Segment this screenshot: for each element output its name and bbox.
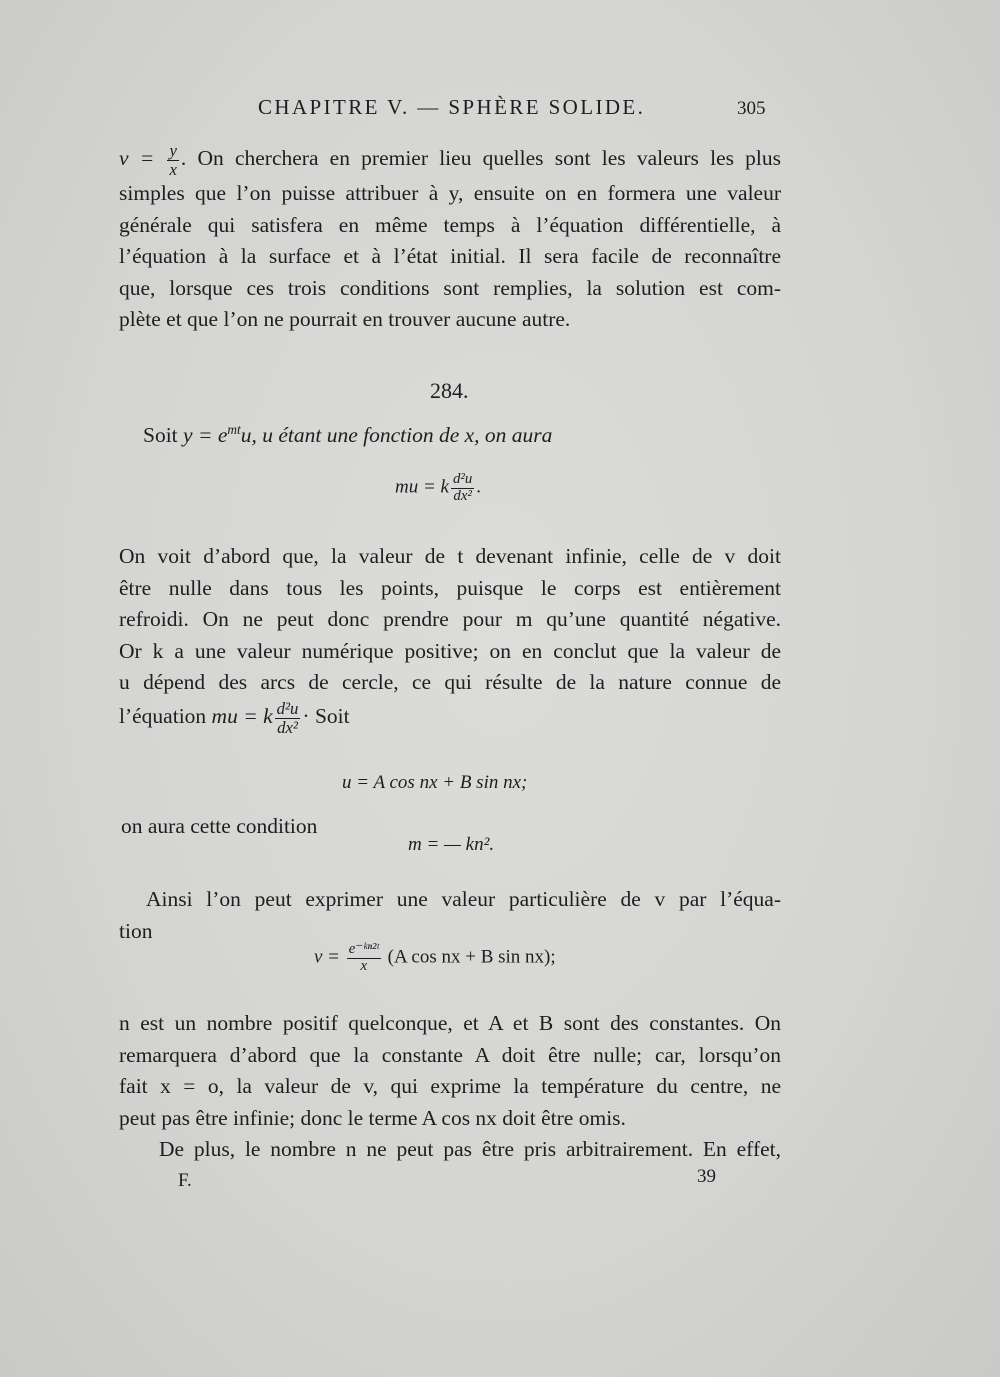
paragraph-particular — [119, 884, 781, 947]
paragraph-line: Ainsi l’on peut exprimer une valeur particulière de v par l’équa- — [146, 887, 781, 911]
paragraph-line: On voit d’abord que, la valeur de t devenant infinie, celle de v doit — [119, 544, 781, 568]
fraction-y-over-x — [167, 142, 178, 178]
fraction-numerator: y — [169, 141, 177, 160]
equation-m: m = — kn². — [408, 834, 495, 855]
fraction-d2u-dx2 — [451, 472, 474, 504]
equation-v-lhs: v = — [119, 146, 155, 171]
paragraph-text: Soit — [143, 423, 178, 448]
paragraph-line: De plus, le nombre n ne peut pas être pris arbitrairement. En effet, — [159, 1137, 781, 1161]
fraction-exp-over-x — [347, 942, 381, 974]
fraction-denominator: x — [360, 957, 368, 974]
equation-lhs: mu = k — [211, 704, 273, 729]
page-number: 305 — [737, 98, 766, 119]
signature-mark: F. — [178, 1170, 192, 1191]
paragraph-line: tion — [119, 918, 153, 943]
fraction-denominator: dx² — [453, 487, 472, 504]
section-number: 284. — [430, 378, 469, 403]
paragraph-line: remarquera d’abord que la constante A doit être nulle; car, lorsqu’on — [119, 1042, 781, 1067]
fraction-numerator: d²u — [276, 699, 299, 718]
paragraph-analysis — [119, 541, 781, 699]
paragraph-line: être nulle dans tous les points, puisque le corps est entièrement — [119, 575, 781, 600]
paragraph-text: On cherchera en premier lieu quelles sont les valeurs les plus — [197, 146, 782, 171]
paragraph-line: Or k a une valeur numérique positive; on en conclut que la valeur de — [119, 638, 781, 663]
paragraph-line: l’équation à la surface et à l’état initial. Il sera facile de reconnaître — [119, 244, 781, 269]
fraction-d2u-dx2 — [275, 700, 301, 736]
paragraph-line — [119, 142, 781, 178]
equation-dot: . — [476, 476, 481, 498]
paragraph-intro — [119, 142, 781, 336]
paragraph-text: · Soit — [302, 704, 350, 729]
equation-u: u = A cos nx + B sin nx; — [342, 772, 528, 793]
fraction-denominator: dx² — [277, 717, 298, 737]
paragraph-soit — [143, 422, 552, 448]
equation-dot: . — [180, 146, 187, 171]
exponent: mt — [227, 422, 241, 437]
running-header-title: CHAPITRE V. — SPHÈRE SOLIDE. — [258, 95, 646, 119]
paragraph-text: l’équation — [119, 704, 207, 729]
paragraph-line: plète et que l’on ne pourrait en trouver aucune autre. — [119, 307, 571, 332]
fraction-numerator: e⁻ᵏⁿ²ᵗ — [348, 941, 379, 957]
fraction-numerator: d²u — [452, 471, 473, 487]
paragraph-line: peut pas être infinie; donc le terme A cos nx doit être omis. — [119, 1105, 626, 1130]
paragraph-line: refroidi. On ne peut donc prendre pour m qu’une quantité négative. — [119, 607, 781, 631]
fraction-denominator: x — [169, 159, 177, 179]
paragraph-text: u, u étant une fonction de x, on aura — [240, 423, 553, 448]
equation-rhs: (A cos nx + B sin nx); — [387, 946, 556, 968]
folio-number: 39 — [697, 1166, 716, 1187]
paragraph-line: u dépend des arcs de cercle, ce qui résulte de la nature connue de — [119, 670, 781, 694]
equation-v2 — [314, 942, 556, 974]
equation-mu — [395, 472, 481, 504]
paragraph-line: générale qui satisfera en même temps à l’équation différentielle, à — [119, 212, 781, 237]
paragraph-constants — [119, 1008, 781, 1166]
equation-lhs: v = — [314, 946, 341, 968]
equation-lhs: mu = k — [395, 476, 449, 498]
equation-y: y = e — [183, 423, 228, 448]
paragraph-equation-line — [119, 700, 350, 736]
paragraph-line: fait x = o, la valeur de v, qui exprime la température du centre, ne — [119, 1074, 781, 1098]
paragraph-line: simples que l’on puisse attribuer à y, ensuite on en formera une valeur — [119, 181, 781, 206]
paragraph-line: que, lorsque ces trois conditions sont remplies, la solution est com- — [119, 275, 781, 300]
paragraph-line: n est un nombre positif quelconque, et A et B sont des constantes. On — [119, 1011, 781, 1035]
condition-label: on aura cette condition — [121, 814, 318, 838]
